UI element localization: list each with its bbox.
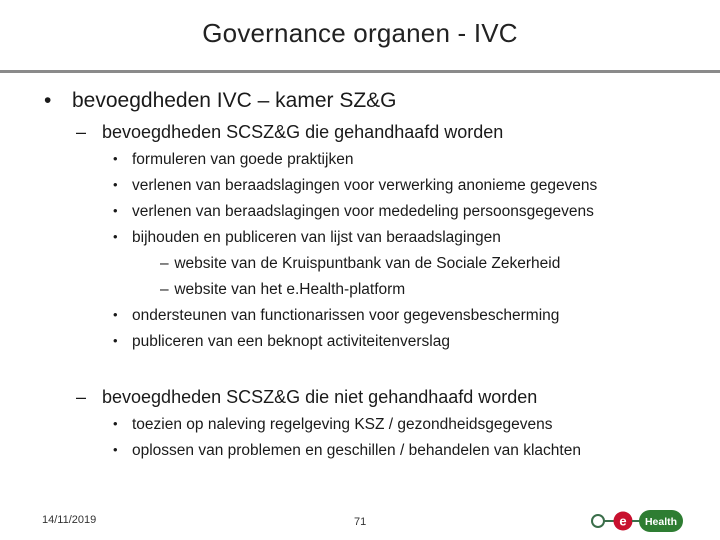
list-item <box>113 333 450 351</box>
list-item-text: verlenen van beraadslagingen voor verwerking anonieme gegevens <box>132 177 598 194</box>
bullet-glyph: • <box>113 203 118 218</box>
section-heading-text: bevoegdheden SCSZ&G die gehandhaafd worden <box>102 122 504 142</box>
bullet-glyph: • <box>113 442 118 457</box>
list-item <box>113 307 559 325</box>
dash-glyph: – <box>76 122 87 142</box>
list-item <box>113 177 597 195</box>
main-bullet-text: bevoegdheden IVC – kamer SZ&G <box>72 89 397 112</box>
page-number: 71 <box>354 516 367 528</box>
list-item-text: formuleren van goede praktijken <box>132 151 354 168</box>
sub-list-item-text: website van het e.Health-platform <box>174 281 406 298</box>
list-item-text: bijhouden en publiceren van lijst van beraadslagingen <box>132 229 501 246</box>
list-item-text: verlenen van beraadslagingen voor mededeling persoonsgegevens <box>132 203 594 220</box>
list-item-text: toezien op naleving regelgeving KSZ / gezondheidsgegevens <box>132 416 553 433</box>
bullet-glyph: • <box>113 151 118 166</box>
list-item <box>113 151 353 169</box>
bullet-glyph: • <box>113 307 118 322</box>
ehealth-logo <box>590 506 686 536</box>
bullet-glyph: • <box>113 229 118 244</box>
list-item-text: ondersteunen van functionarissen voor gegevensbescherming <box>132 307 560 324</box>
section-heading-kept <box>76 122 503 143</box>
sub-list-item-text: website van de Kruispuntbank van de Sociale Zekerheid <box>174 255 561 272</box>
list-item <box>113 203 594 221</box>
title-divider <box>0 70 720 73</box>
list-item <box>113 229 501 247</box>
bullet-glyph: • <box>113 333 118 348</box>
bullet-glyph: • <box>113 416 118 431</box>
logo-word: Health <box>644 516 678 528</box>
list-item <box>113 416 553 434</box>
footer-date: 14/11/2019 <box>42 514 97 526</box>
dash-glyph: – <box>160 281 169 298</box>
dash-glyph: – <box>160 255 169 272</box>
bullet-glyph: • <box>44 89 52 112</box>
list-item-text: publiceren van een beknopt activiteitenverslag <box>132 333 450 350</box>
main-bullet <box>44 89 397 113</box>
list-item-text: oplossen van problemen en geschillen / behandelen van klachten <box>132 442 581 459</box>
dash-glyph: – <box>76 387 87 407</box>
logo-ring-icon <box>592 515 604 527</box>
sub-list-item <box>160 255 560 273</box>
list-item <box>113 442 581 460</box>
bullet-glyph: • <box>113 177 118 192</box>
section-heading-text: bevoegdheden SCSZ&G die niet gehandhaafd worden <box>102 387 538 407</box>
slide-title: Governance organen - IVC <box>202 18 518 48</box>
section-heading-dropped <box>76 387 537 408</box>
sub-list-item <box>160 281 405 299</box>
logo-letter: e <box>619 513 627 529</box>
